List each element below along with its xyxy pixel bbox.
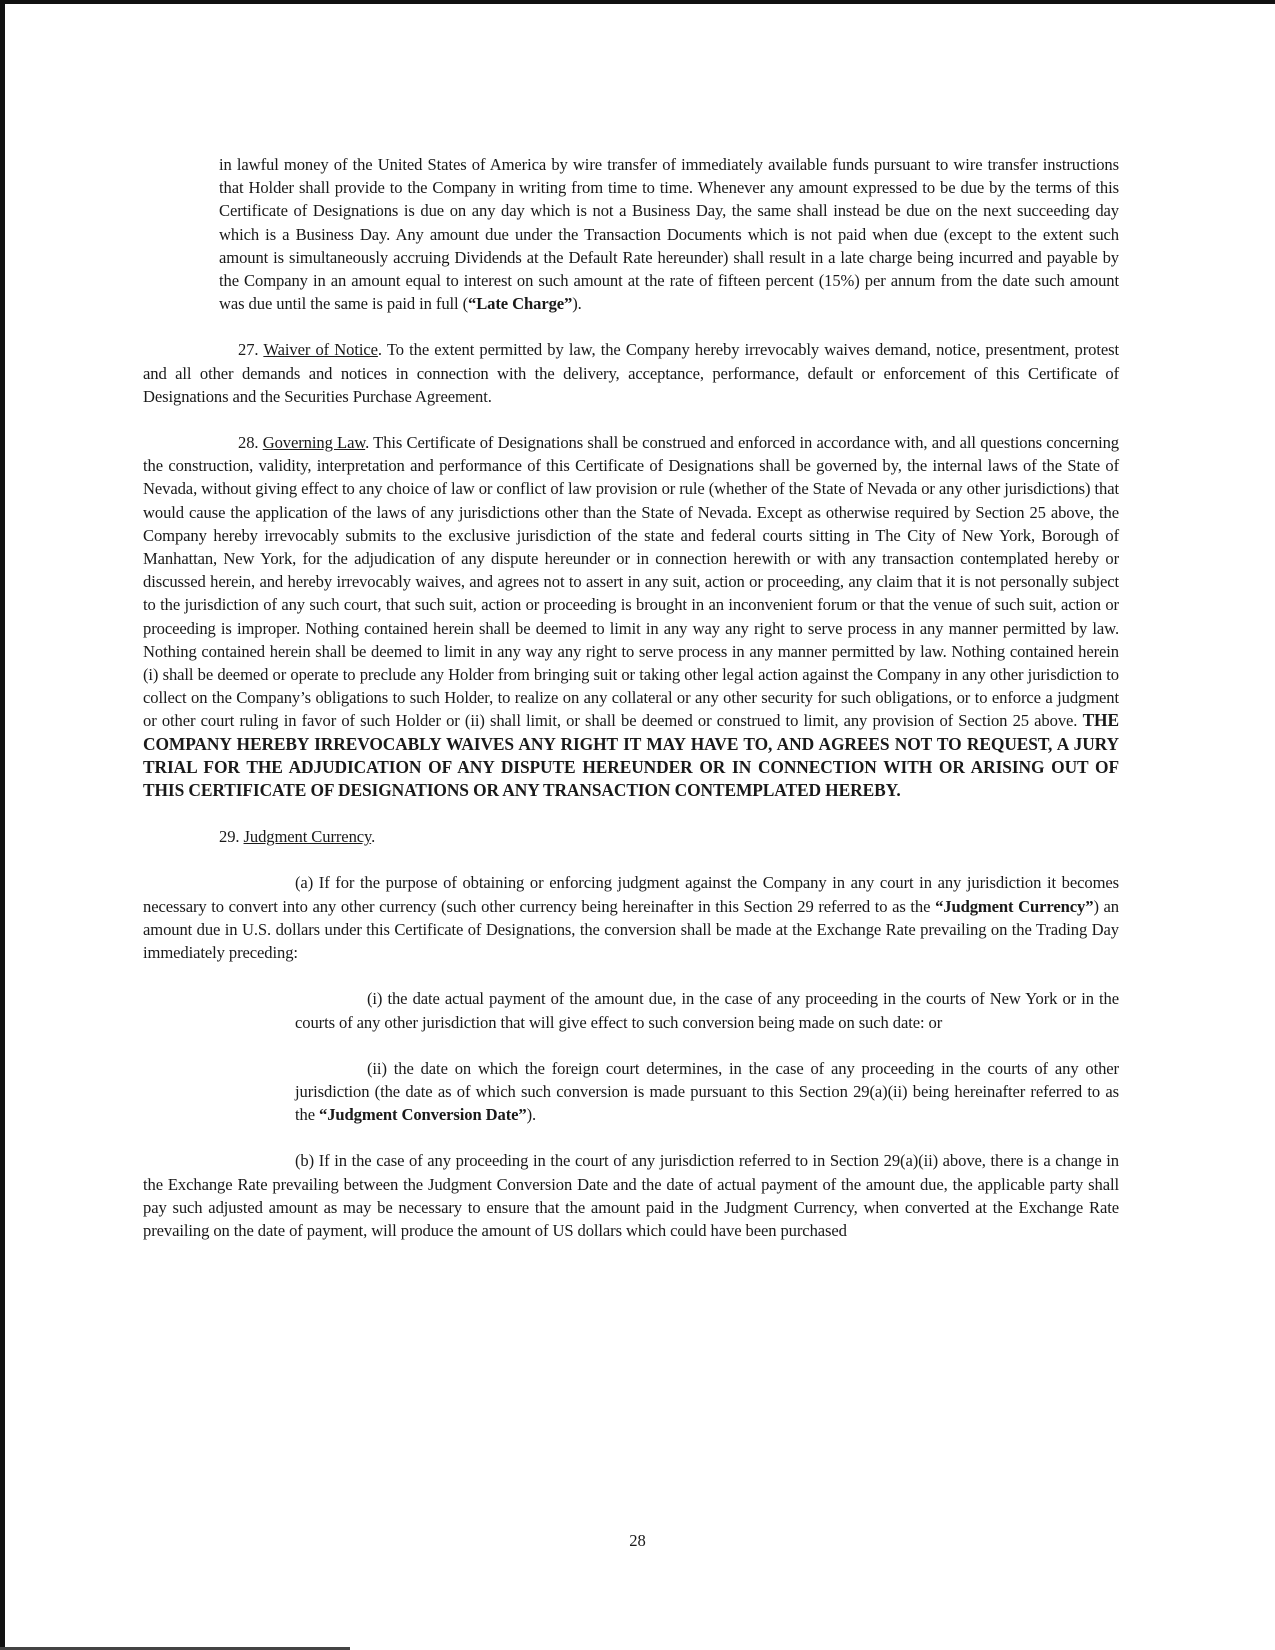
- section-29-a-paragraph: [143, 871, 1119, 964]
- section-28-heading: Governing Law: [262, 433, 366, 453]
- intro-text: in lawful money of the United States of America by wire transfer of immediately available funds pursuant to wire transfer instructions that Holder shall provide to the Company in writing from time to time. Whenever any amount expressed to be due by the terms of this Certificate of Designations is due on any day which is not a Business Day, the same shall instead be due on the next succeeding day which is a Business Day. Any amount due under the Transaction Documents which is not paid when due (except to the extent such amount is simultaneously accruing Dividends at the Default Rate hereunder) shall result in a late charge being incurred and payable by the Company in an amount equal to interest on such amount at the rate of fifteen percent (15%) per annum from the date such amount was due until the same is paid in full (: [219, 155, 1119, 314]
- section-29-heading: Judgment Currency: [243, 827, 372, 847]
- section-29-a-text: (a) If for the purpose of obtaining or enforcing judgment against the Company in any court in any jurisdiction it becomes necessary to convert into any other currency (such other currency being hereinafter in this Section 29 referred to as the: [143, 873, 1119, 916]
- scan-top-edge: [0, 0, 1275, 4]
- section-28-body: . This Certificate of Designations shall be construed and enforced in accordance with, and all questions concerning the construction, validity, interpretation and performance of this Certificate of Designations shall be governed by, the internal laws of the State of Nevada, without giving effect to any choice of law or conflict of law provision or rule (whether of the State of Nevada or any other jurisdictions) that would cause the application of the laws of any jurisdictions other than the State of Nevada. Except as otherwise required by Section 25 above, the Company hereby irrevocably submits to the exclusive jurisdiction of the state and federal courts sitting in The City of New York, Borough of Manhattan, New York, for the adjudication of any dispute hereunder or in connection herewith or with any transaction contemplated hereby or discussed herein, and hereby irrevocably waives, and agrees not to assert in any suit, action or proceeding, any claim that it is not personally subject to the jurisdiction of any such court, that such suit, action or proceeding is brought in an inconvenient forum or that the venue of such suit, action or proceeding is improper. Nothing contained herein shall be deemed to limit in any way any right to serve process in any manner permitted by law. Nothing contained herein shall be deemed to limit in any way any right to serve process in any manner permitted by law. Nothing contained herein (i) shall be deemed or operate to preclude any Holder from bringing suit or taking other legal action against the Company in any other jurisdiction to collect on the Company’s obligations to such Holder, to realize on any collateral or any other security for such obligations, or to enforce a judgment or other court ruling in favor of such Holder or (ii) shall limit, or shall be deemed or construed to limit, any provision of Section 25 above.: [143, 433, 1119, 731]
- section-28-number: 28.: [238, 433, 259, 453]
- section-27-body: . To the extent permitted by law, the Company hereby irrevocably waives demand, notice, presentment, protest and all other demands and notices in connection with the delivery, acceptance, performance, default or enforcement of this Certificate of Designations and the Securities Purchase Agreement.: [143, 340, 1120, 406]
- section-29-b-paragraph: (b) If in the case of any proceeding in the court of any jurisdiction referred to in Section 29(a)(ii) above, there is a change in the Exchange Rate prevailing between the Judgment Conversion Date and the date of actual payment of the amount due, the applicable party shall pay such adjusted amount as may be necessary to ensure that the amount paid in the Judgment Currency, when converted at the Exchange Rate prevailing on the date of payment, will produce the amount of US dollars which could have been purchased: [143, 1151, 1119, 1240]
- page-number: 28: [629, 1531, 646, 1550]
- document-page: [143, 153, 1119, 1242]
- defined-term-late-charge: “Late Charge”: [468, 294, 573, 314]
- section-28-paragraph: [143, 431, 1119, 802]
- section-29-a-ii-text-end: ).: [526, 1105, 537, 1125]
- scan-left-edge: [0, 0, 5, 1650]
- section-27-paragraph: [143, 338, 1119, 408]
- defined-term-judgment-currency: “Judgment Currency”: [935, 896, 1094, 916]
- jury-trial-waiver: THE COMPANY HEREBY IRREVOCABLY WAIVES ANY RIGHT IT MAY HAVE TO, AND AGREES NOT TO REQUEST, A JURY TRIAL FOR THE ADJUDICATION OF ANY DISPUTE HEREUNDER OR IN CONNECTION WITH OR ARISING OUT OF THIS CERTIFICATE OF DESIGNATIONS OR ANY TRANSACTION CONTEMPLATED HEREBY.: [143, 710, 1119, 801]
- section-29-number: 29.: [219, 827, 240, 847]
- intro-text-end: ).: [572, 294, 582, 314]
- intro-paragraph: [219, 153, 1119, 315]
- section-29-a-text-end: ) an amount due in U.S. dollars under this Certificate of Designations, the conversion shall be made at the Exchange Rate prevailing on the Trading Day immediately preceding:: [143, 896, 1120, 963]
- section-29-a-i-paragraph: (i) the date actual payment of the amount due, in the case of any proceeding in the courts of New York or in the courts of any other jurisdiction that will give effect to such conversion being made on such date: or: [295, 989, 1119, 1032]
- section-29-heading-period: .: [371, 827, 376, 847]
- section-29-heading-line: [219, 825, 1119, 848]
- defined-term-judgment-conversion-date: “Judgment Conversion Date”: [319, 1105, 527, 1125]
- section-27-heading: Waiver of Notice: [263, 340, 378, 360]
- section-29-a-ii-paragraph: [295, 1057, 1119, 1127]
- section-29-a-ii-text: (ii) the date on which the foreign court determines, in the case of any proceeding in the courts of any other jurisdiction (the date as of which such conversion is made pursuant to this Section 29(a)(ii) being hereinafter referred to as the: [295, 1058, 1119, 1125]
- section-27-number: 27.: [238, 340, 259, 360]
